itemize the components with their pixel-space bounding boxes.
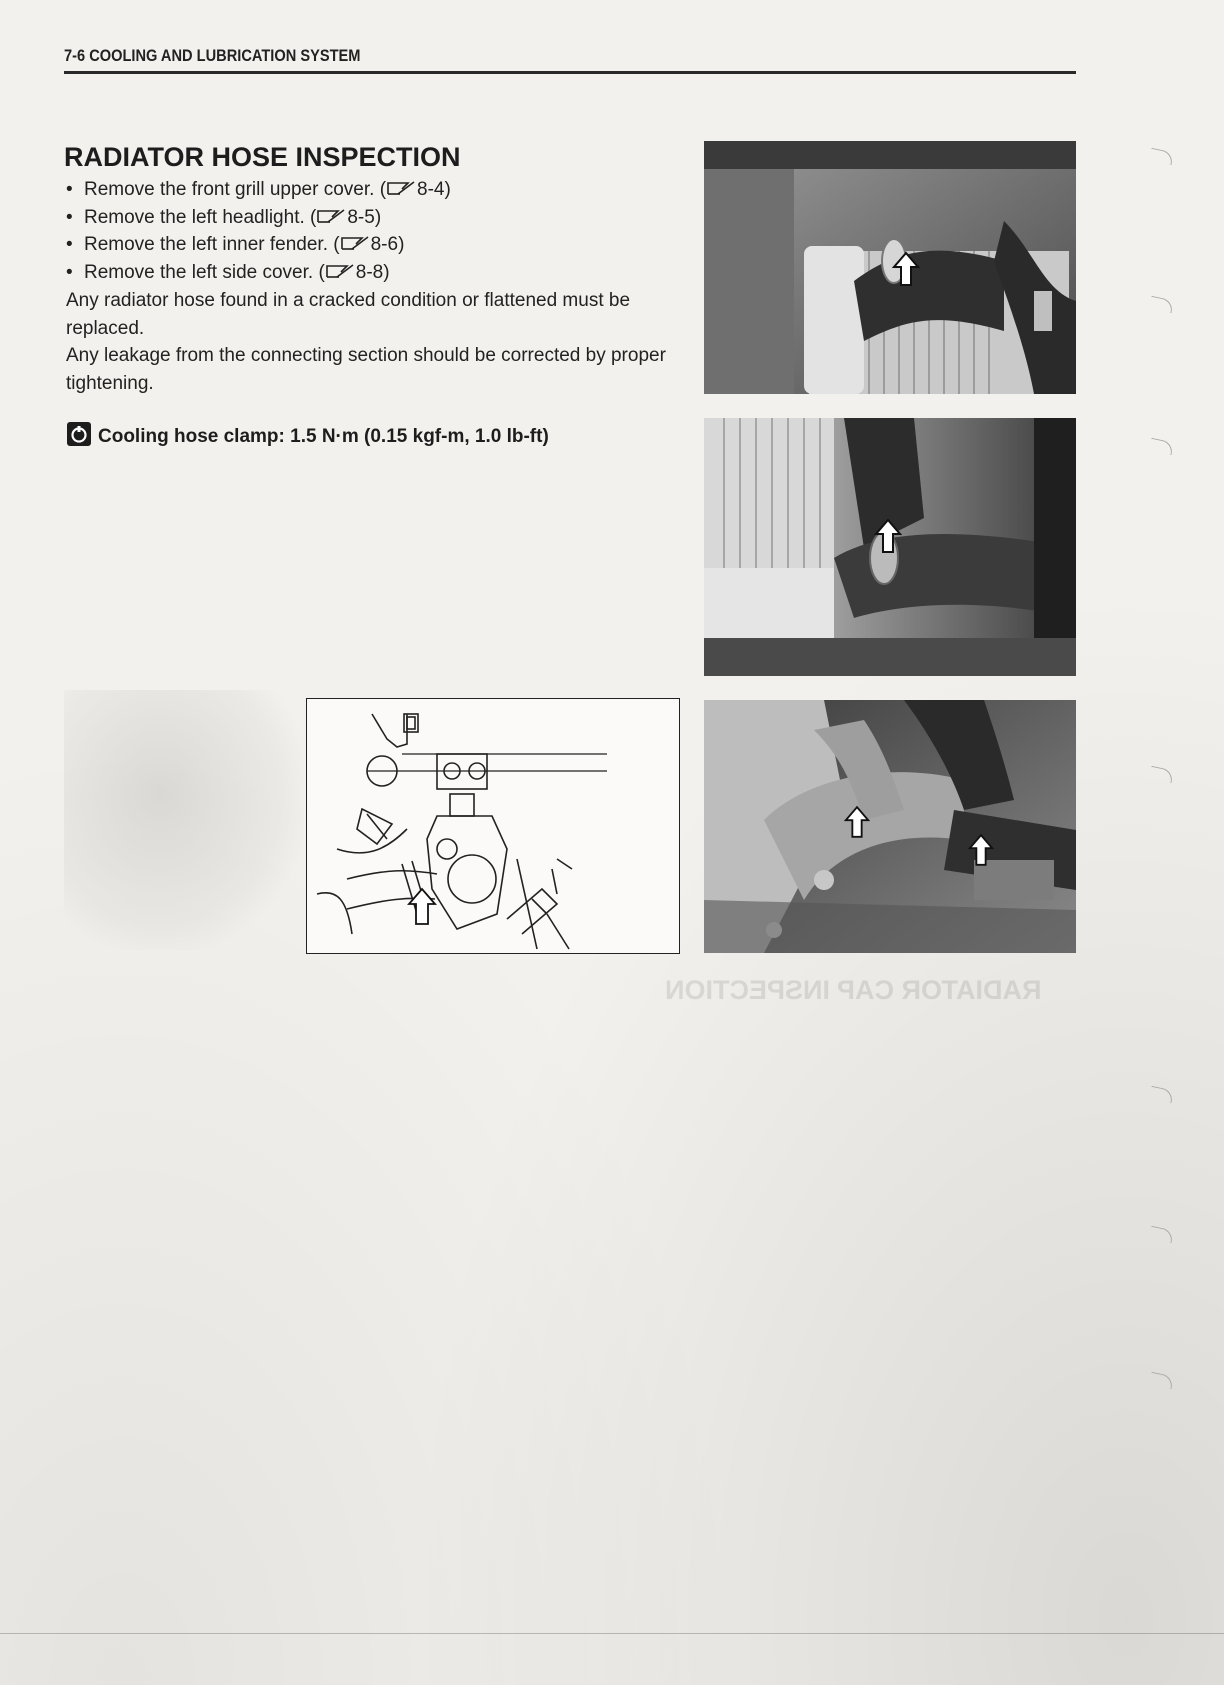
bullet-dot: •	[66, 179, 73, 200]
page-header	[64, 44, 1076, 74]
up-arrow-icon	[874, 518, 902, 554]
instruction-item	[66, 204, 451, 232]
torque-spec	[66, 421, 549, 448]
up-arrow-icon	[968, 833, 994, 867]
reference-close: )	[444, 179, 451, 200]
page-reference-icon	[386, 180, 416, 196]
header-rule	[64, 71, 1076, 74]
instruction-list	[66, 176, 451, 286]
margin-mark	[1149, 148, 1174, 165]
bullet-dot: •	[66, 206, 73, 228]
torque-spec-text: Cooling hose clamp: 1.5 N·m (0.15 kgf-m, 1.0 lb-ft)	[98, 426, 549, 447]
torque-wrench-icon	[66, 421, 92, 447]
instruction-item	[66, 231, 451, 259]
up-arrow-icon	[892, 251, 920, 287]
page-bottom-edge	[0, 1633, 1224, 1634]
radiator-upper-hose-photo	[704, 141, 1076, 394]
page-reference-icon	[340, 235, 370, 251]
section-title: RADIATOR HOSE INSPECTION	[64, 142, 461, 172]
margin-mark	[1149, 1226, 1174, 1243]
margin-mark	[1149, 1372, 1174, 1389]
bullet-dot: •	[66, 261, 73, 283]
instruction-text: Remove the left inner fender. (	[84, 234, 340, 255]
page-reference-icon	[316, 208, 346, 224]
reference-page: 8-6	[370, 234, 399, 255]
reference-page: 8-8	[355, 261, 384, 283]
reference-close: )	[374, 206, 382, 228]
up-arrow-icon	[409, 889, 435, 924]
radiator-lower-hose-photo	[704, 418, 1076, 676]
reference-close: )	[398, 234, 405, 255]
water-pump-hoses-photo	[704, 700, 1076, 953]
leakage-paragraph: Any leakage from the connecting section should be corrected by proper tightening.	[66, 345, 666, 394]
margin-mark	[1149, 438, 1174, 455]
reference-close: )	[383, 261, 390, 283]
bleed-through-title: RADIATOR CAP INSPECTION	[665, 975, 1042, 1005]
instruction-item	[66, 176, 451, 204]
instruction-text: Remove the left side cover. (	[84, 261, 325, 283]
reference-page: 8-4	[417, 179, 445, 200]
bullet-dot: •	[66, 234, 73, 255]
page-reference-icon	[325, 263, 355, 279]
reference-page: 8-5	[347, 206, 375, 228]
up-arrow-icon	[844, 805, 870, 839]
instruction-text: Remove the front grill upper cover. (	[84, 179, 387, 200]
margin-mark	[1149, 296, 1174, 313]
margin-mark	[1149, 766, 1174, 783]
margin-mark	[1149, 1086, 1174, 1103]
hose-connection-diagram	[306, 698, 680, 954]
page-header-text: 7-6 COOLING AND LUBRICATION SYSTEM	[64, 46, 361, 65]
hose-condition-paragraph: Any radiator hose found in a cracked condition or flattened must be replaced.	[66, 290, 631, 339]
instruction-item	[66, 259, 451, 287]
bleed-through-photo	[64, 690, 304, 950]
instruction-text: Remove the left headlight. (	[84, 206, 317, 228]
